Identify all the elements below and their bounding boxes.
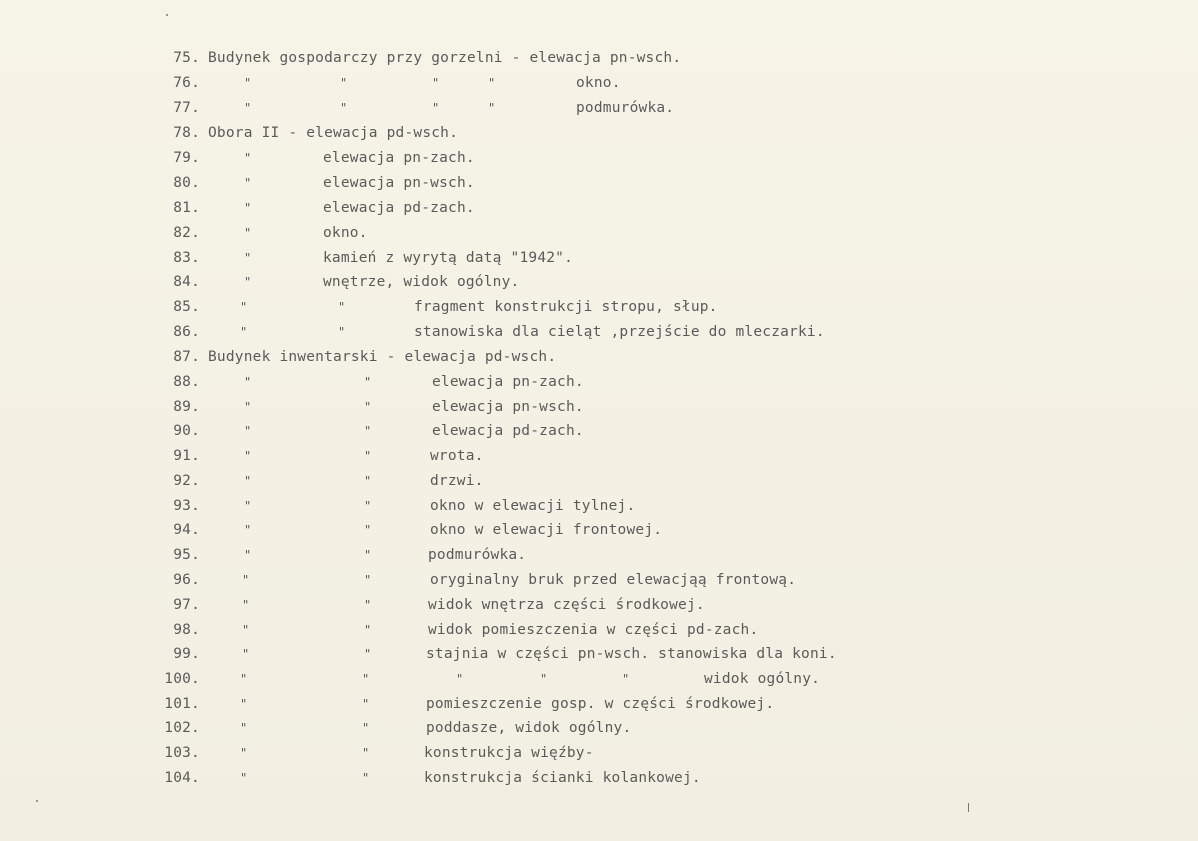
index-entry: [160, 469, 1178, 493]
ditto-mark: ": [364, 449, 372, 463]
index-entry: [160, 618, 1178, 642]
ditto-mark: ": [242, 598, 250, 612]
paper-speck: [968, 803, 969, 812]
ditto-mark: ": [244, 176, 252, 190]
ditto-mark: ": [338, 300, 346, 314]
index-entry: [160, 395, 1178, 419]
index-entry: [160, 543, 1178, 567]
ditto-mark: ": [364, 400, 372, 414]
ditto-mark: ": [244, 523, 252, 537]
index-entry: [160, 370, 1178, 394]
entry-number: 92.: [173, 473, 200, 489]
entry-description: oryginalny bruk przed elewacjąą frontową.: [430, 572, 797, 588]
entry-description: okno w elewacji frontowej.: [430, 522, 663, 538]
index-entry: [160, 71, 1178, 95]
ditto-mark: ": [488, 101, 496, 115]
entry-number: 89.: [173, 399, 200, 415]
entry-description: Budynek inwentarski - elewacja pd-wsch.: [208, 349, 557, 365]
entry-number: 103.: [164, 745, 200, 761]
ditto-mark: ": [364, 523, 372, 537]
entry-number: 98.: [173, 622, 200, 638]
ditto-mark: ": [244, 201, 252, 215]
index-entry: [160, 221, 1178, 245]
ditto-mark: ": [338, 325, 346, 339]
ditto-mark: ": [364, 573, 372, 587]
ditto-mark: ": [364, 375, 372, 389]
index-entry: [160, 444, 1178, 468]
entry-description: podmurówka.: [428, 547, 527, 563]
entry-description: Budynek gospodarczy przy gorzelni - elewacja pn-wsch.: [208, 50, 682, 66]
entry-number: 97.: [173, 597, 200, 613]
entry-number: 86.: [173, 324, 200, 340]
entry-description: elewacja pn-wsch.: [432, 399, 584, 415]
index-entry: [160, 171, 1178, 195]
entry-description: drzwi.: [430, 473, 484, 489]
entry-description: elewacja pn-zach.: [323, 150, 475, 166]
ditto-mark: ": [340, 76, 348, 90]
index-entry: [160, 692, 1178, 716]
entry-description: elewacja pn-wsch.: [323, 175, 475, 191]
entry-number: 83.: [173, 250, 200, 266]
ditto-mark: ": [240, 672, 248, 686]
entry-description: konstrukcja ścianki kolankowej.: [424, 770, 701, 786]
ditto-mark: ": [240, 697, 248, 711]
ditto-mark: ": [622, 672, 630, 686]
ditto-mark: ": [456, 672, 464, 686]
index-entry: [160, 196, 1178, 220]
index-entry: [160, 246, 1178, 270]
paper-speck: [166, 14, 168, 16]
entry-description: okno.: [576, 75, 621, 91]
ditto-mark: ": [244, 251, 252, 265]
entry-description: Obora II - elewacja pd-wsch.: [208, 125, 459, 141]
index-entry: [160, 741, 1178, 765]
entry-number: 95.: [173, 547, 200, 563]
entry-number: 93.: [173, 498, 200, 514]
index-entry: [160, 345, 1178, 369]
index-entry: [160, 593, 1178, 617]
index-entry: [160, 419, 1178, 443]
entry-number: 104.: [164, 770, 200, 786]
entry-description: poddasze, widok ogólny.: [426, 720, 632, 736]
entry-description: wnętrze, widok ogólny.: [323, 274, 520, 290]
ditto-mark: ": [242, 647, 250, 661]
index-entry: [160, 270, 1178, 294]
index-entry: [160, 320, 1178, 344]
ditto-mark: ": [362, 672, 370, 686]
ditto-mark: ": [244, 499, 252, 513]
entry-description: widok pomieszczenia w części pd-zach.: [428, 622, 759, 638]
index-entry: [160, 121, 1178, 145]
paper-speck: [36, 800, 38, 802]
index-entry: [160, 568, 1178, 592]
entry-number: 87.: [173, 349, 200, 365]
ditto-mark: ": [244, 474, 252, 488]
ditto-mark: ": [364, 499, 372, 513]
ditto-mark: ": [240, 721, 248, 735]
index-entry: [160, 667, 1178, 691]
entry-number: 76.: [173, 75, 200, 91]
entry-description: elewacja pd-zach.: [323, 200, 475, 216]
entry-number: 96.: [173, 572, 200, 588]
index-entry: [160, 518, 1178, 542]
ditto-mark: ": [362, 746, 370, 760]
ditto-mark: ": [244, 275, 252, 289]
ditto-mark: ": [362, 771, 370, 785]
ditto-mark: ": [244, 424, 252, 438]
entry-number: 82.: [173, 225, 200, 241]
entry-description: kamień z wyrytą datą "1942".: [323, 250, 574, 266]
entry-number: 81.: [173, 200, 200, 216]
entry-number: 79.: [173, 150, 200, 166]
entry-number: 90.: [173, 423, 200, 439]
entry-number: 88.: [173, 374, 200, 390]
ditto-mark: ": [242, 573, 250, 587]
entry-description: widok ogólny.: [704, 671, 821, 687]
entry-description: fragment konstrukcji stropu, słup.: [414, 299, 718, 315]
ditto-mark: ": [244, 76, 252, 90]
index-entry: [160, 766, 1178, 790]
entry-description: wrota.: [430, 448, 484, 464]
ditto-mark: ": [242, 623, 250, 637]
entry-description: widok wnętrza części środkowej.: [428, 597, 705, 613]
index-entry: [160, 96, 1178, 120]
ditto-mark: ": [362, 721, 370, 735]
ditto-mark: ": [244, 375, 252, 389]
entry-description: elewacja pn-zach.: [432, 374, 584, 390]
entry-description: pomieszczenie gosp. w części środkowej.: [426, 696, 775, 712]
entry-description: stanowiska dla cieląt ,przejście do mleczarki.: [414, 324, 825, 340]
entry-description: konstrukcja więźby-: [424, 745, 594, 761]
ditto-mark: ": [244, 548, 252, 562]
entry-number: 84.: [173, 274, 200, 290]
ditto-mark: ": [432, 76, 440, 90]
ditto-mark: ": [364, 598, 372, 612]
entry-number: 94.: [173, 522, 200, 538]
ditto-mark: ": [362, 697, 370, 711]
ditto-mark: ": [240, 300, 248, 314]
ditto-mark: ": [364, 474, 372, 488]
ditto-mark: ": [364, 647, 372, 661]
ditto-mark: ": [540, 672, 548, 686]
entry-number: 101.: [164, 696, 200, 712]
entry-number: 75.: [173, 50, 200, 66]
ditto-mark: ": [244, 400, 252, 414]
index-entry: [160, 494, 1178, 518]
ditto-mark: ": [432, 101, 440, 115]
ditto-mark: ": [240, 746, 248, 760]
entry-number: 85.: [173, 299, 200, 315]
entry-number: 77.: [173, 100, 200, 116]
ditto-mark: ": [244, 101, 252, 115]
entry-number: 91.: [173, 448, 200, 464]
entry-description: elewacja pd-zach.: [432, 423, 584, 439]
entry-number: 102.: [164, 720, 200, 736]
index-entry: [160, 642, 1178, 666]
ditto-mark: ": [244, 449, 252, 463]
index-entry: [160, 46, 1178, 70]
ditto-mark: ": [364, 548, 372, 562]
ditto-mark: ": [240, 771, 248, 785]
index-entry: [160, 146, 1178, 170]
index-entry: [160, 716, 1178, 740]
index-entry: [160, 295, 1178, 319]
entry-description: stajnia w części pn-wsch. stanowiska dla koni.: [426, 646, 837, 662]
ditto-mark: ": [244, 151, 252, 165]
ditto-mark: ": [244, 226, 252, 240]
entry-number: 99.: [173, 646, 200, 662]
entry-description: podmurówka.: [576, 100, 675, 116]
entry-number: 78.: [173, 125, 200, 141]
entry-number: 100.: [164, 671, 200, 687]
ditto-mark: ": [364, 623, 372, 637]
ditto-mark: ": [488, 76, 496, 90]
entry-description: okno w elewacji tylnej.: [430, 498, 636, 514]
ditto-mark: ": [364, 424, 372, 438]
entry-number: 80.: [173, 175, 200, 191]
ditto-mark: ": [340, 101, 348, 115]
ditto-mark: ": [240, 325, 248, 339]
entry-description: okno.: [323, 225, 368, 241]
